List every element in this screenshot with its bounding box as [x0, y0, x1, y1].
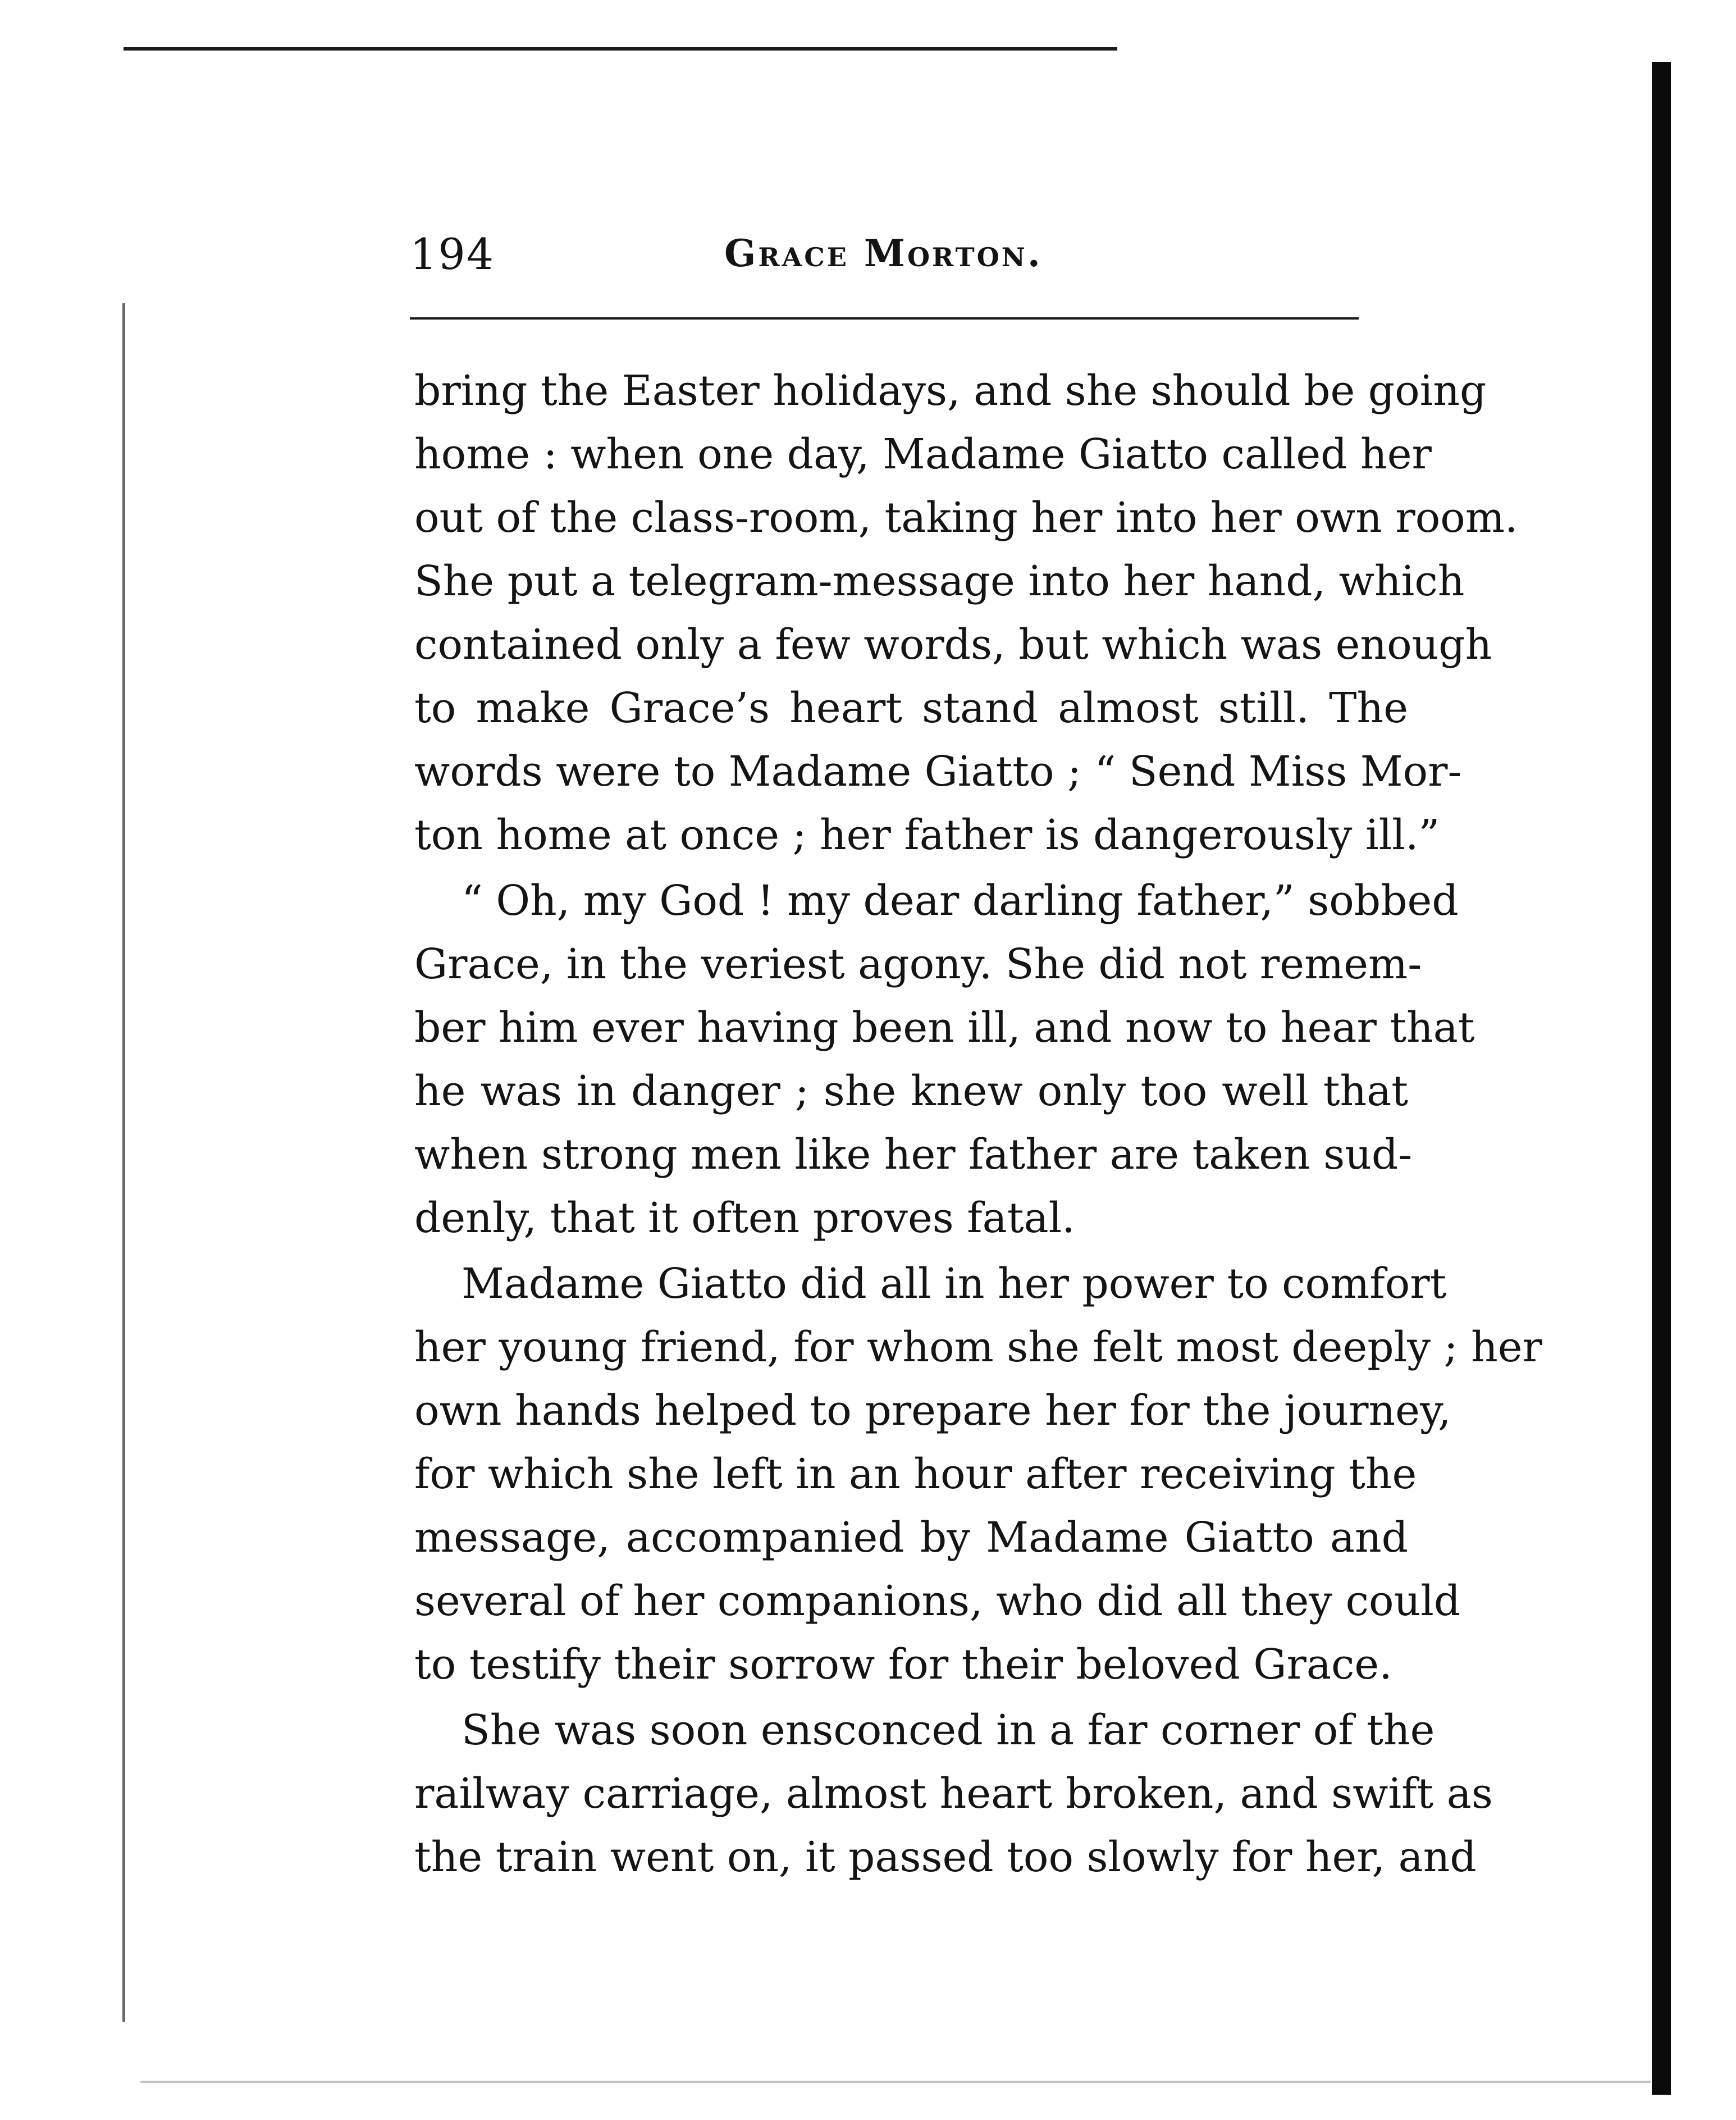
text-line: home : when one day, Madame Giatto called her — [414, 430, 1432, 478]
text-line: the train went on, it passed too slowly for her, and — [414, 1833, 1477, 1881]
header-rule — [410, 317, 1359, 320]
text-line: he was in danger ; she knew only too well that — [414, 1067, 1408, 1115]
text-line: her young friend, for whom she felt most deeply ; her — [414, 1323, 1542, 1371]
scan-bottom-edge — [140, 2081, 1651, 2083]
paragraph-3 — [414, 1252, 1542, 1697]
text-line: railway carriage, almost heart broken, and swift as — [414, 1770, 1493, 1818]
text-line: denly, that it often proves fatal. — [414, 1194, 1075, 1242]
text-line: “ Oh, my God ! my dear darling father,” sobbed — [462, 877, 1459, 925]
text-line: to testify their sorrow for their beloved Grace. — [414, 1640, 1392, 1689]
text-line: several of her companions, who did all they could — [414, 1577, 1461, 1625]
text-line: Grace, in the veriest agony. She did not remem- — [414, 940, 1422, 988]
text-line: message, accompanied by Madame Giatto and — [414, 1513, 1408, 1562]
body-text — [414, 359, 1542, 1889]
running-head — [410, 229, 1364, 279]
text-line: Madame Giatto did all in her power to comfort — [462, 1260, 1447, 1308]
text-line: contained only a few words, but which was enough — [414, 621, 1492, 669]
text-line: to make Grace’s heart stand almost still. The — [414, 684, 1408, 732]
text-line: ton home at once ; her father is dangerously ill.” — [414, 811, 1440, 859]
text-line: She put a telegram-message into her hand, which — [414, 557, 1465, 605]
paragraph-1 — [414, 359, 1518, 867]
text-line: out of the class-room, taking her into her own room. — [414, 494, 1518, 542]
paragraph-2 — [414, 869, 1475, 1250]
page-number: 194 — [410, 229, 495, 279]
text-line: words were to Madame Giatto ; “ Send Miss Mor- — [414, 747, 1462, 796]
scan-right-edge — [1652, 62, 1671, 2095]
scan-left-edge — [122, 303, 125, 2022]
text-line: She was soon ensconced in a far corner of the — [462, 1706, 1435, 1754]
text-line: ber him ever having been ill, and now to hear that — [414, 1004, 1475, 1052]
text-line: own hands helped to prepare her for the journey, — [414, 1387, 1451, 1435]
text-line: for which she left in an hour after receiving the — [414, 1450, 1417, 1498]
text-line: when strong men like her father are taken sud- — [414, 1130, 1413, 1179]
scan-top-rule — [124, 47, 1117, 51]
book-title: Grace Morton. — [724, 231, 1043, 275]
text-line: bring the Easter holidays, and she should be going — [414, 367, 1487, 415]
paragraph-4 — [414, 1699, 1493, 1889]
